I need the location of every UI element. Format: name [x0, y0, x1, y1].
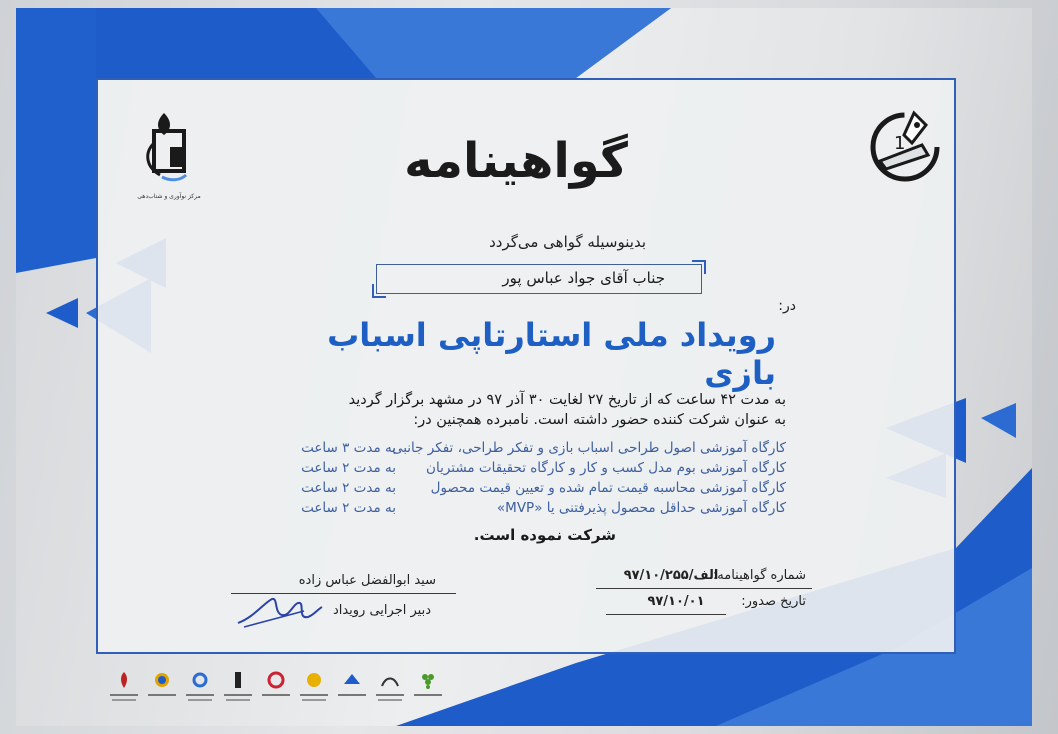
tower-icon	[228, 670, 248, 690]
left-logo-caption: مرکز نوآوری و شتاب‌دهی	[137, 193, 201, 200]
in-label: در:	[778, 298, 796, 314]
recipient-box	[376, 264, 702, 294]
sponsor-logo	[220, 666, 256, 706]
certificate-title: گواهینامه	[404, 133, 628, 189]
sponsor-logo	[334, 666, 370, 706]
signatory-role: دبیر اجرایی رویداد	[332, 603, 431, 618]
issue-date-line	[606, 614, 726, 615]
sponsor-logo	[106, 666, 142, 706]
rocket-logo	[864, 103, 946, 185]
workshop-name: کارگاه آموزشی حداقل محصول پذیرفتنی یا «MVP»	[496, 500, 786, 516]
workshop-duration: به مدت ۳ ساعت	[301, 440, 396, 456]
handwritten-signature	[234, 593, 324, 629]
sun-icon	[152, 670, 172, 690]
left-band	[16, 8, 96, 273]
svg-text:1: 1	[894, 133, 906, 154]
corner-accent-bottom-left	[372, 284, 386, 298]
workshop-duration: به مدت ۲ ساعت	[301, 500, 396, 516]
grapes-icon	[418, 670, 438, 690]
sponsor-logo	[410, 666, 446, 706]
workshop-duration: به مدت ۲ ساعت	[301, 480, 396, 496]
workshop-duration: به مدت ۲ ساعت	[301, 460, 396, 476]
certificate-number-line	[596, 588, 812, 589]
kids-icon	[380, 670, 400, 690]
signatory-name: سید ابوالفضل عباس زاده	[298, 573, 436, 588]
sponsor-logo	[182, 666, 218, 706]
star-icon	[190, 670, 210, 690]
event-name: رویداد ملی استارتاپی اسباب بازی	[327, 316, 776, 392]
innovation-center-logo	[134, 103, 204, 203]
workshop-name: کارگاه آموزشی اصول طراحی اسباب بازی و تفکر طراحی، تفکر جانبی	[391, 440, 786, 456]
flame-head-icon	[134, 103, 204, 191]
issue-date-label: تاریخ صدور:	[741, 594, 806, 609]
triangle-right-2	[981, 403, 1016, 438]
issue-date: ۹۷/۱۰/۰۱	[647, 594, 705, 609]
sponsor-logo	[144, 666, 180, 706]
bird-icon	[342, 670, 362, 690]
flower-icon	[304, 670, 324, 690]
certificate-number: ۹۷/۱۰/الف/۲۵۵	[623, 568, 719, 583]
sponsor-logo	[372, 666, 408, 706]
certificate-number-label: شماره گواهینامه:	[712, 568, 806, 583]
recipient-name: جناب آقای جواد عباس پور	[502, 269, 665, 287]
paragraph-line-1: به مدت ۴۲ ساعت که از تاریخ ۲۷ لغایت ۳۰ آذر ۹۷ در مشهد برگزار گردید	[348, 392, 786, 408]
participated-text: شرکت نموده است.	[473, 526, 616, 544]
workshop-name: کارگاه آموزشی بوم مدل کسب و کار و کارگاه تحقیقات مشتریان	[426, 460, 786, 476]
top-band-light	[316, 8, 671, 78]
sponsor-logo	[296, 666, 332, 706]
sponsor-logo	[258, 666, 294, 706]
ring-icon	[266, 670, 286, 690]
emblem-icon	[114, 670, 134, 690]
triangle-left-2	[46, 298, 78, 328]
sponsor-logos	[106, 666, 466, 716]
workshop-name: کارگاه آموزشی محاسبه قیمت تمام شده و تعیین قیمت محصول	[430, 480, 786, 496]
paragraph-line-2: به عنوان شرکت کننده حضور داشته است. نامبرده همچنین در:	[413, 412, 786, 428]
certificate-sheet	[16, 8, 1032, 726]
hereby-text: بدینوسیله گواهی می‌گردد	[489, 233, 646, 251]
corner-accent-top-right	[692, 260, 706, 274]
